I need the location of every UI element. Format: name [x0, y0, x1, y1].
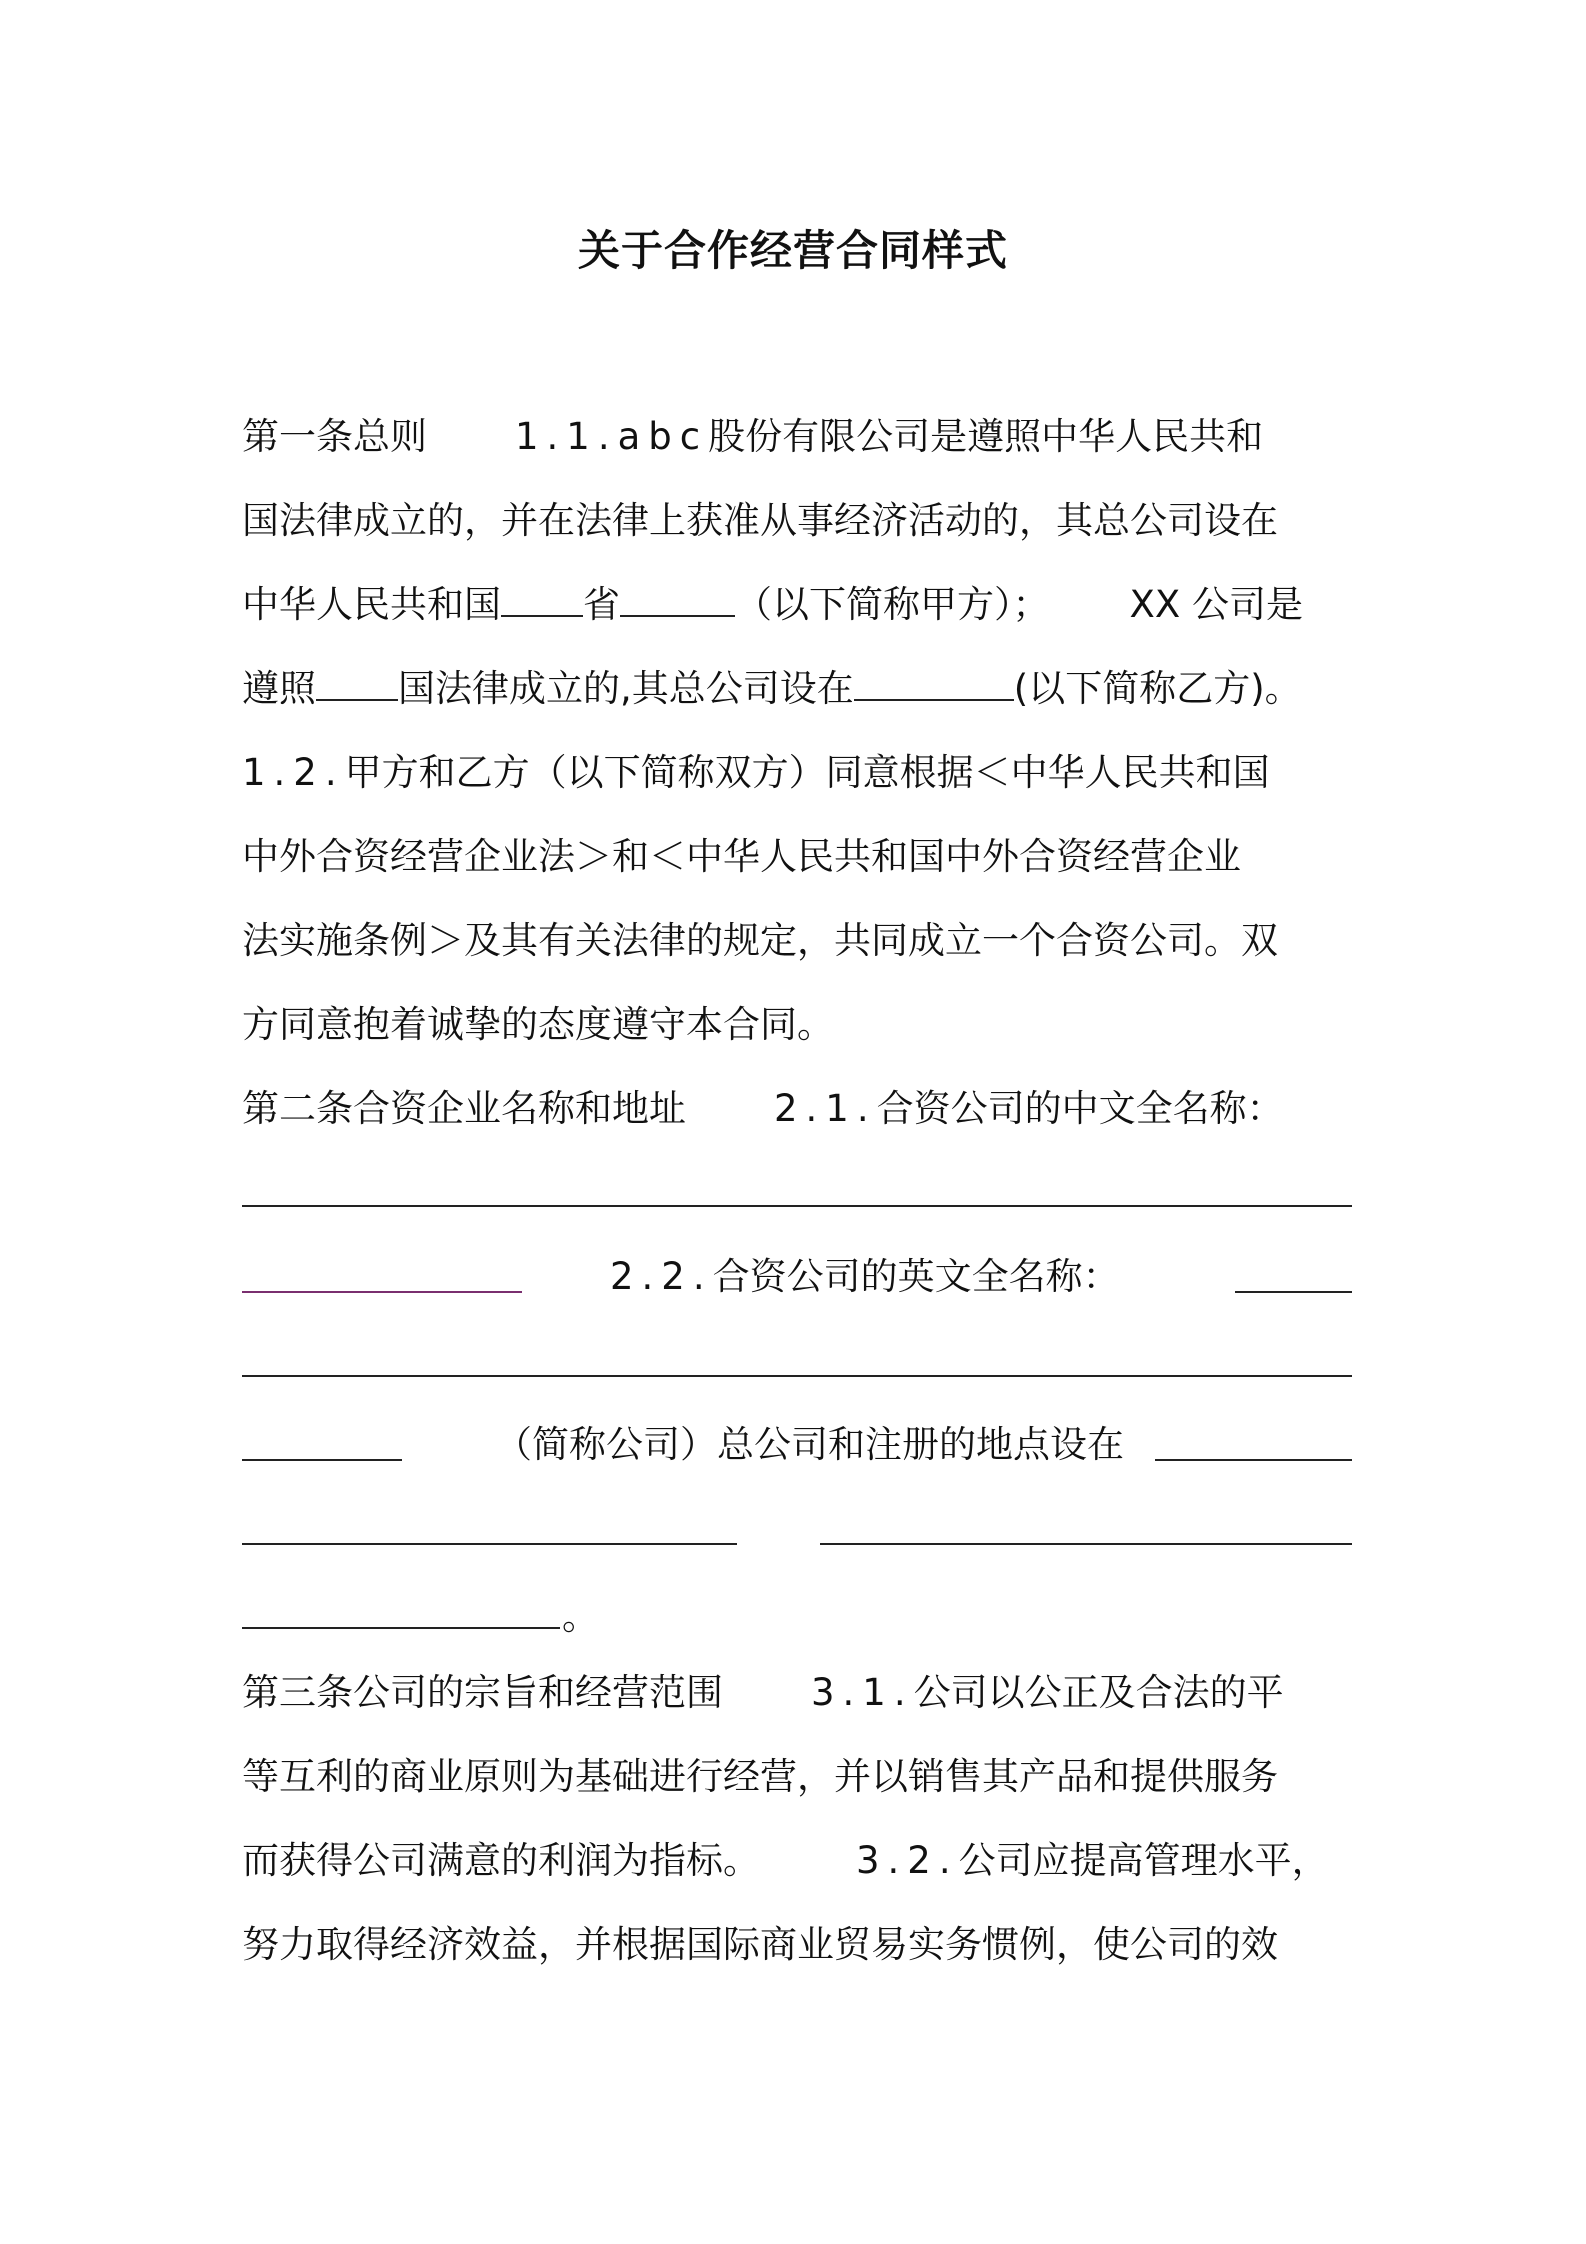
article3-text-3b: 公司应提高管理水平， [958, 1839, 1329, 1882]
blank-field-english-name-cont[interactable] [242, 1375, 1352, 1377]
article2-line-2-2 [610, 1254, 1210, 1300]
blank-field-province[interactable] [501, 585, 583, 617]
article1-line-6: 中外合资经营企业法＞和＜中华人民共和国中外合资经营企业 [242, 835, 1241, 878]
blank-field-short-name[interactable] [242, 1459, 402, 1461]
blank-field-country[interactable] [316, 669, 398, 701]
end-mark: 。 [562, 1595, 599, 1638]
article1-text-4a: 遵照 [242, 667, 316, 710]
blank-field-city[interactable] [620, 585, 735, 617]
article1-text-1: 股份有限公司是遵照中华人民共和 [708, 415, 1264, 458]
article1-text-3a: 中华人民共和国 [242, 583, 501, 626]
article3-heading: 第三条公司的宗旨和经营范围 [242, 1671, 723, 1714]
clause-number-3-1: 3.1. [811, 1671, 914, 1714]
article1-line-3 [242, 582, 1352, 628]
article1-line-5 [242, 750, 1352, 796]
clause-number-3-2: 3.2. [856, 1839, 959, 1882]
article1-line-4 [242, 666, 1352, 712]
article1-text-4c: (以下简称乙方)。 [1013, 667, 1302, 710]
clause-number-1-2: 1.2. [242, 751, 345, 794]
article3-text-3a: 而获得公司满意的利润为指标。 [242, 1839, 760, 1882]
blank-field-address-cont-1[interactable] [242, 1543, 737, 1545]
blank-field-address-cont-2[interactable] [820, 1543, 1352, 1545]
article1-line-2: 国法律成立的，并在法律上获准从事经济活动的，其总公司设在 [242, 499, 1278, 542]
article2-line-1 [242, 1086, 1352, 1132]
blank-field-chinese-name[interactable] [242, 1205, 1352, 1207]
english-name-label: 合资公司的英文全名称： [712, 1255, 1120, 1298]
article1-text-3c: （以下简称甲方）； [735, 583, 1050, 626]
article1-text-3d: XX 公司是 [1129, 583, 1303, 626]
article1-line-7: 法实施条例＞及其有关法律的规定，共同成立一个合资公司。双 [242, 919, 1278, 962]
article3-line-4: 努力取得经济效益，并根据国际商业贸易实务惯例，使公司的效 [242, 1923, 1278, 1966]
blank-field-chinese-name-cont[interactable] [242, 1291, 522, 1293]
article3-line-2: 等互利的商业原则为基础进行经营，并以销售其产品和提供服务 [242, 1755, 1278, 1798]
article1-line-1 [242, 414, 1352, 460]
blank-field-address[interactable] [1155, 1459, 1352, 1461]
article3-line-1 [242, 1670, 1352, 1716]
article1-heading: 第一条总则 [242, 415, 427, 458]
article3-line-3 [242, 1838, 1352, 1884]
article1-text-5: 甲方和乙方（以下简称双方）同意根据＜中华人民共和国 [344, 751, 1270, 794]
blank-field-address-cont-3[interactable] [242, 1627, 560, 1629]
article3-text-1: 公司以公正及合法的平 [913, 1671, 1284, 1714]
article2-heading: 第二条合资企业名称和地址 [242, 1087, 686, 1130]
article1-line-8: 方同意抱着诚挚的态度遵守本合同。 [242, 1003, 834, 1046]
address-label: （简称公司）总公司和注册的地点设在 [495, 1423, 1124, 1466]
clause-number-1-1: 1.1.abc [515, 415, 709, 458]
clause-number-2-1: 2.1. [774, 1087, 877, 1130]
chinese-name-label: 合资公司的中文全名称： [876, 1087, 1284, 1130]
article1-text-4b: 国法律成立的,其总公司设在 [398, 667, 854, 710]
blank-field-hq-location[interactable] [854, 669, 1014, 701]
article1-text-3b: 省 [583, 583, 620, 626]
clause-number-2-2: 2.2. [610, 1255, 713, 1298]
blank-field-english-name[interactable] [1235, 1291, 1352, 1293]
document-title: 关于合作经营合同样式 [577, 226, 1008, 275]
